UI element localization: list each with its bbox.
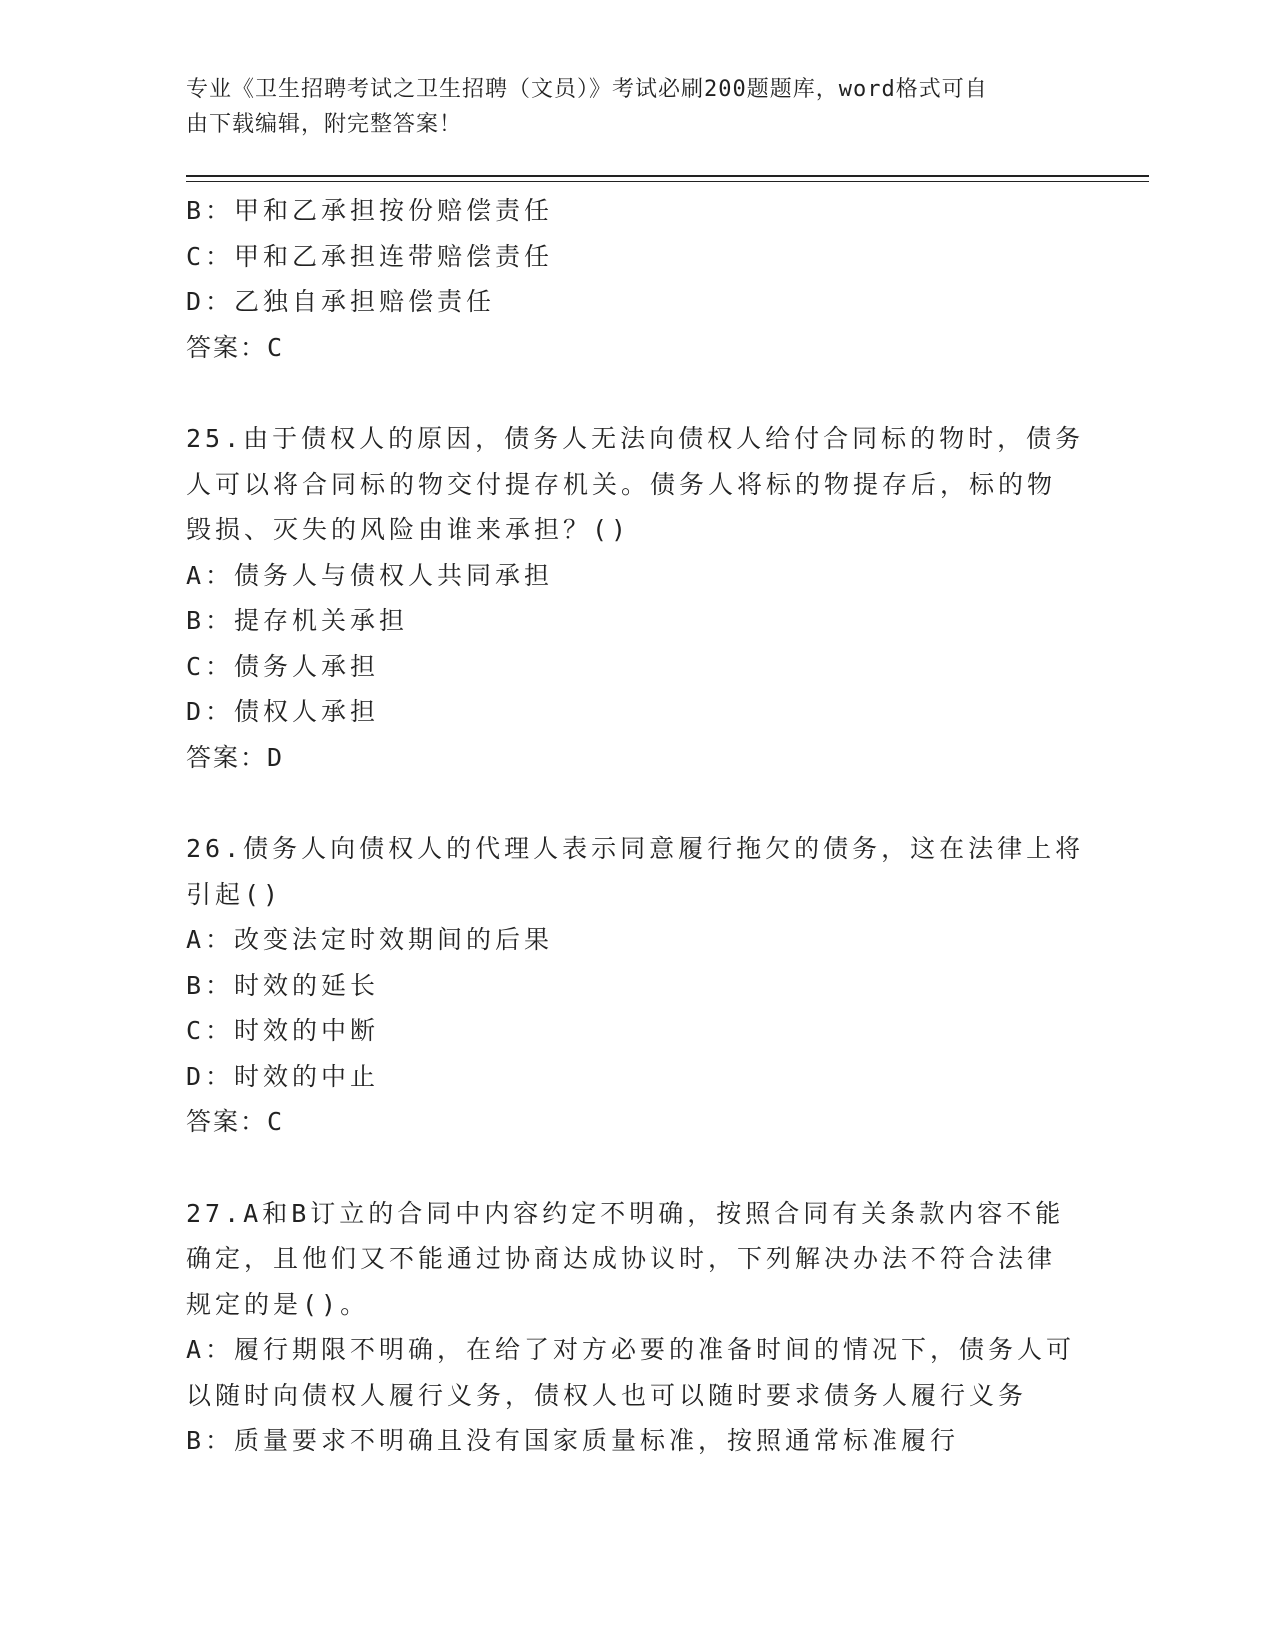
option-a: A：债务人与债权人共同承担	[186, 560, 554, 590]
header-line-1: 专业《卫生招聘考试之卫生招聘（文员）》考试必刷200题题库，word格式可自	[186, 77, 988, 102]
question-text-line: 规定的是()。	[186, 1289, 370, 1319]
question-text-line: 25.由于债权人的原因，债务人无法向债权人给付合同标的物时，债务	[186, 424, 1085, 453]
answer-line: 答案：C	[186, 332, 285, 362]
option-b: B：时效的延长	[186, 970, 380, 1000]
answer-line: 答案：D	[186, 742, 285, 772]
question-25	[186, 416, 1086, 780]
question-text-line: 确定，且他们又不能通过协商达成协议时，下列解决办法不符合法律	[186, 1244, 1057, 1273]
option-a: A：履行期限不明确，在给了对方必要的准备时间的情况下，债务人可	[186, 1335, 1076, 1364]
option-b: B：甲和乙承担按份赔偿责任	[186, 196, 554, 225]
header-line-2: 由下载编辑，附完整答案！	[186, 112, 463, 137]
spacer	[186, 1145, 1086, 1191]
answer-line: 答案：C	[186, 1107, 285, 1136]
option-c: C：甲和乙承担连带赔偿责任	[186, 241, 554, 271]
option-c: C：债务人承担	[186, 651, 380, 681]
header-divider-thin	[186, 181, 1149, 182]
question-text-line: 27.A和B订立的合同中内容约定不明确，按照合同有关条款内容不能	[186, 1198, 1065, 1228]
question-27	[186, 1191, 1086, 1464]
question-text-line: 引起()	[186, 879, 283, 909]
option-d: D：债权人承担	[186, 697, 380, 726]
question-text-line: 26.债务人向债权人的代理人表示同意履行拖欠的债务，这在法律上将	[186, 834, 1085, 863]
option-c: C：时效的中断	[186, 1016, 380, 1045]
question-text-line: 人可以将合同标的物交付提存机关。债务人将标的物提存后，标的物	[186, 469, 1057, 499]
option-d: D：时效的中止	[186, 1061, 380, 1091]
option-b: B：提存机关承担	[186, 606, 409, 635]
option-b: B：质量要求不明确且没有国家质量标准，按照通常标准履行	[186, 1426, 960, 1455]
document-header	[186, 72, 1066, 142]
option-d: D：乙独自承担赔偿责任	[186, 287, 496, 316]
spacer	[186, 370, 1086, 416]
option-a: A：改变法定时效期间的后果	[186, 925, 554, 954]
question-text-line: 毁损、灭失的风险由谁来承担？()	[186, 515, 631, 544]
question-24-continuation	[186, 188, 1086, 370]
header-divider-thick	[186, 175, 1149, 177]
spacer	[186, 780, 1086, 826]
option-a-continued: 以随时向债权人履行义务，债权人也可以随时要求债务人履行义务	[186, 1380, 1028, 1410]
document-body	[186, 188, 1086, 1464]
question-26	[186, 826, 1086, 1145]
